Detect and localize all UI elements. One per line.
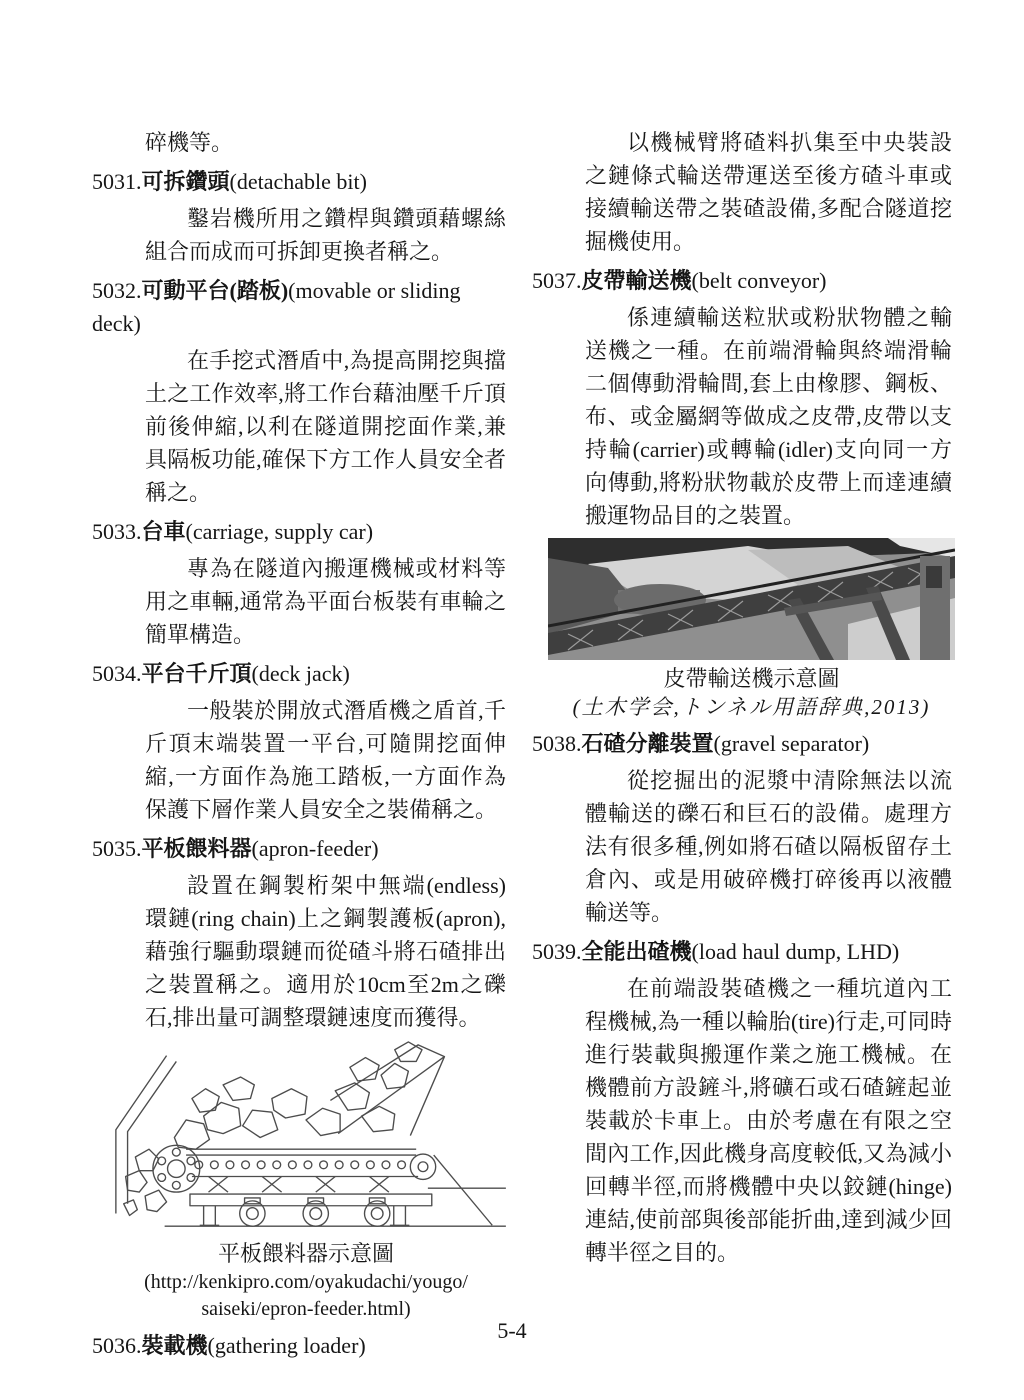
page-number: 5-4 xyxy=(497,1318,527,1343)
entry-english: (load haul dump, LHD) xyxy=(691,939,900,964)
figure-source xyxy=(548,694,955,721)
glossary-entry xyxy=(92,274,506,509)
figure-source xyxy=(106,1269,506,1323)
apron-feeder-diagram xyxy=(106,1040,506,1235)
figure-source-line: (http://kenkipro.com/oyakudachi/yougo/ xyxy=(144,1271,468,1293)
entry-body: 從挖掘出的泥漿中清除無法以流體輸送的礫石和巨石的設備。處理方法有很多種,例如將石碴以隔板留存土倉內、或是用破碎機打碎後再以液體輸送等。 xyxy=(585,768,952,925)
entry-body: 專為在隧道內搬運機械或材料等用之車輛,通常為平面台板裝有車輪之簡單構造。 xyxy=(145,556,506,647)
entry-term: 石碴分離裝置 xyxy=(581,731,714,756)
entry-heading xyxy=(92,832,506,865)
entry-english: (gravel separator) xyxy=(713,731,870,756)
figure-apron-feeder xyxy=(106,1040,506,1323)
figure-caption: 皮帶輸送機示意圖 xyxy=(663,666,840,691)
entry-english: (movable or sliding deck) xyxy=(92,278,461,336)
entry-english: (belt conveyor) xyxy=(691,268,827,293)
entry-heading xyxy=(92,165,506,198)
entry-number: 5034. xyxy=(92,661,142,686)
entry-body: 設置在鋼製桁架中無端(endless)環鏈(ring chain)上之鋼製護板(apron),藉強行驅動環鏈而從碴斗將石碴排出之裝置稱之。適用於10cm至2m之礫石,排出量可調整環鏈速度而獲得。 xyxy=(145,873,506,1030)
entry-body: 鑿岩機所用之鑽桿與鑽頭藉螺絲組合而成而可拆卸更換者稱之。 xyxy=(145,206,506,264)
glossary-entry xyxy=(92,515,506,651)
glossary-entry xyxy=(532,935,952,1269)
right-column xyxy=(532,126,952,1269)
entry-english: (carriage, supply car) xyxy=(185,519,374,544)
entry-number: 5037. xyxy=(532,268,582,293)
paragraph: 碎機等。 xyxy=(145,130,234,155)
entry-term: 台車 xyxy=(141,519,186,544)
entry-term: 平台千斤頂 xyxy=(141,661,252,686)
entry-term: 平板餵料器 xyxy=(141,836,252,861)
rocks xyxy=(124,1042,422,1216)
entry-english: (apron-feeder) xyxy=(251,836,379,861)
entry-heading xyxy=(92,515,506,548)
entry-number: 5036. xyxy=(92,1333,142,1358)
figure-source-line: saiseki/epron-feeder.html) xyxy=(201,1298,411,1320)
entry-body: 在手挖式潛盾中,為提高開挖與擋土之工作效率,將工作台藉油壓千斤頂前後伸縮,以利在隧道開挖面作業,兼具隔板功能,確保下方工作人員安全者稱之。 xyxy=(145,348,506,505)
glossary-entry xyxy=(92,165,506,268)
glossary-entry xyxy=(92,657,506,826)
left-column xyxy=(92,126,506,1366)
figure-caption: 平板餵料器示意圖 xyxy=(217,1241,394,1266)
entry-english: (detachable bit) xyxy=(229,169,367,194)
entry-english: (gathering loader) xyxy=(207,1333,366,1358)
entry-number: 5038. xyxy=(532,731,582,756)
entry-number: 5035. xyxy=(92,836,142,861)
entry-term: 可拆鑽頭 xyxy=(141,169,230,194)
entry-term: 皮帶輸送機 xyxy=(581,268,692,293)
chain-rollers xyxy=(195,1161,406,1169)
glossary-entry xyxy=(92,832,506,1034)
entry-number: 5032. xyxy=(92,278,142,303)
entry-body: 一般裝於開放式潛盾機之盾首,千斤頂末端裝置一平台,可隨開挖面伸縮,一方面作為施工踏板,一方面作為保護下層作業人員安全之裝備稱之。 xyxy=(145,698,506,822)
entry-body: 係連續輸送粒狀或粉狀物體之輸送機之一種。在前端滑輪與終端滑輪二個傳動滑輪間,套上由橡膠、鋼板、布、或金屬網等做成之皮帶,皮帶以支持輪(carrier)或轉輪(idler)支向同一方向傳動,將粉狀物載於皮帶上而達連續搬運物品目的之裝置。 xyxy=(585,305,952,528)
paragraph: 以機械臂將碴料扒集至中央裝設之鏈條式輪送帶運送至後方碴斗車或接續輸送帶之裝碴設備,多配合隧道挖掘機使用。 xyxy=(585,130,952,254)
glossary-entry xyxy=(532,727,952,929)
figure-source-line: (土木学会,トンネル用語辞典,2013) xyxy=(572,695,931,719)
glossary-entry xyxy=(532,264,952,532)
entry-heading xyxy=(92,274,506,340)
belt-conveyor-photo xyxy=(548,538,955,660)
entry-heading xyxy=(92,657,506,690)
entry-term: 可動平台(踏板) xyxy=(141,278,289,303)
entry-heading xyxy=(532,935,952,968)
entry-heading xyxy=(532,264,952,297)
entry-term: 裝載機 xyxy=(141,1333,208,1358)
entry-term: 全能出碴機 xyxy=(581,939,692,964)
entry-english: (deck jack) xyxy=(251,661,350,686)
entry-number: 5039. xyxy=(532,939,582,964)
entry-body: 在前端設裝碴機之一種坑道內工程機械,為一種以輪胎(tire)行走,可同時進行裝載與搬運作業之施工機械。在機體前方設鏟斗,將礦石或石碴鏟起並裝載於卡車上。由於考慮在有限之空間內工作,因此機身高度較低,又為減小回轉半徑,而將機體中央以鉸鏈(hinge)連結,使前部與後部能折曲,達到減少回轉半徑之目的。 xyxy=(585,976,952,1265)
entry-number: 5031. xyxy=(92,169,142,194)
figure-belt-conveyor xyxy=(548,538,955,721)
entry-heading xyxy=(532,727,952,760)
entry-number: 5033. xyxy=(92,519,142,544)
